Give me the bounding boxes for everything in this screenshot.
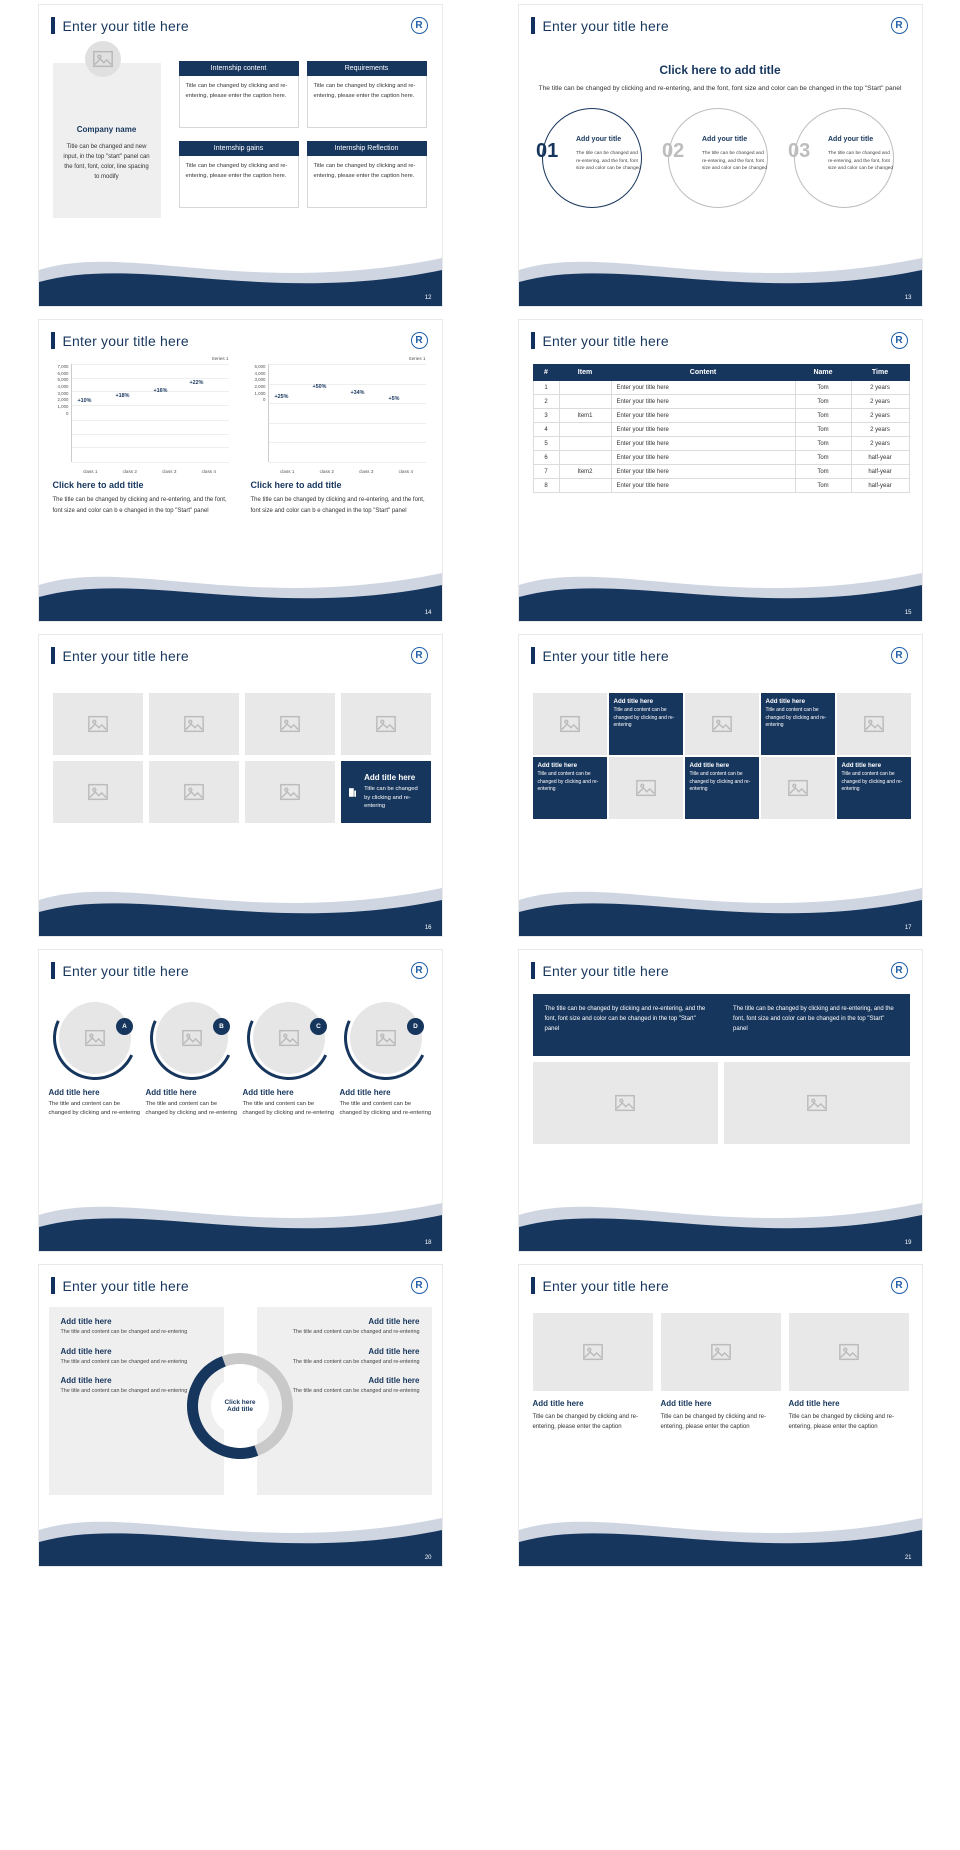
company-panel bbox=[53, 63, 161, 218]
card-body: Title can be changed by clicking and re-entering, please enter the caption here. bbox=[179, 156, 299, 208]
tile-body: Title and content can be changed by clicking and re-entering bbox=[765, 707, 827, 728]
title-accent-bar bbox=[531, 17, 535, 34]
tile-title: Add title here bbox=[613, 698, 654, 705]
cell-name: Tom bbox=[795, 409, 851, 423]
table-header-row bbox=[533, 365, 909, 381]
caption-left bbox=[53, 480, 228, 517]
cell-name: Tom bbox=[795, 479, 851, 493]
tile-body: Title and content can be changed by clicking and re-entering bbox=[841, 771, 903, 792]
card-title: Add title here bbox=[339, 1088, 391, 1097]
image-placeholder[interactable] bbox=[724, 1062, 910, 1144]
tile-body: Title and content can be changed by clicking and re-entering bbox=[689, 771, 751, 792]
title-accent-bar bbox=[51, 962, 55, 979]
cell-content: Enter your title here bbox=[611, 423, 795, 437]
list-item-title: Add title here bbox=[368, 1376, 420, 1386]
card-body: Title can be changed by clicking and re-entering, please enter the caption bbox=[532, 1414, 639, 1431]
chart-data-label: +18% bbox=[115, 393, 130, 399]
title-accent-bar bbox=[51, 647, 55, 664]
cell-content: Enter your title here bbox=[611, 479, 795, 493]
table-row[interactable] bbox=[533, 395, 909, 409]
table-row[interactable] bbox=[533, 451, 909, 465]
card-body: Title can be changed by clicking and re-entering, please enter the caption here. bbox=[307, 156, 427, 208]
media-card[interactable] bbox=[533, 1313, 653, 1432]
brand-logo-icon: R bbox=[891, 962, 908, 979]
cell-name: Tom bbox=[795, 423, 851, 437]
image-placeholder[interactable] bbox=[149, 761, 239, 823]
card-body: The title and content can be changed by clicking and re-entering bbox=[145, 1101, 238, 1117]
slide-title-bar bbox=[51, 1277, 189, 1294]
media-card[interactable] bbox=[789, 1313, 909, 1432]
slide-title-bar bbox=[531, 962, 669, 979]
slide-content bbox=[39, 1301, 442, 1566]
card-body: Title can be changed by clicking and re-entering, please enter the caption bbox=[788, 1414, 895, 1431]
step-item[interactable] bbox=[660, 106, 780, 210]
cycle-center-label: Click here Add title bbox=[211, 1377, 269, 1435]
title-accent-bar bbox=[51, 17, 55, 34]
chart-data-label: +10% bbox=[77, 398, 92, 404]
image-placeholder[interactable] bbox=[837, 693, 911, 755]
cell-no: 6 bbox=[533, 451, 559, 465]
slide-wrapper bbox=[0, 945, 480, 1260]
list-item-title: Add title here bbox=[60, 1317, 112, 1326]
page-number: 12 bbox=[424, 295, 432, 301]
list-item-body: The title and content can be changed and re-entering bbox=[292, 1358, 420, 1365]
card-body: The title and content can be changed by clicking and re-entering bbox=[339, 1101, 432, 1117]
text-tile[interactable] bbox=[533, 757, 607, 819]
list-item-title: Add title here bbox=[60, 1376, 112, 1386]
tile-title: Add title here bbox=[689, 762, 730, 769]
circle-card[interactable] bbox=[340, 996, 433, 1119]
chart-data-label: +50% bbox=[312, 384, 327, 390]
building-icon bbox=[349, 782, 357, 802]
slide-21[interactable] bbox=[518, 1264, 923, 1567]
slide-17[interactable] bbox=[518, 634, 923, 937]
table-row[interactable] bbox=[533, 437, 909, 451]
circle-card-row bbox=[49, 996, 433, 1119]
cell-time: half-year bbox=[851, 465, 909, 479]
chart-legend: Series 1 bbox=[408, 356, 426, 361]
slide-wrapper bbox=[480, 0, 960, 315]
slide-wrapper bbox=[0, 630, 480, 945]
tile-title: Add title here bbox=[765, 698, 806, 705]
text-tile[interactable] bbox=[837, 757, 911, 819]
image-placeholder[interactable] bbox=[253, 1002, 325, 1074]
image-placeholder[interactable] bbox=[533, 1313, 653, 1391]
image-placeholder[interactable] bbox=[661, 1313, 781, 1391]
list-item-body: The title and content can be changed and re-entering bbox=[60, 1388, 188, 1395]
cell-item bbox=[559, 381, 611, 395]
step-item[interactable] bbox=[534, 106, 654, 210]
slide-title-bar bbox=[51, 647, 189, 664]
step-number: 01 bbox=[536, 140, 559, 163]
page-title: Enter your title here bbox=[542, 1277, 669, 1294]
slide-13[interactable] bbox=[518, 4, 923, 307]
table-row[interactable] bbox=[533, 465, 909, 479]
image-placeholder[interactable] bbox=[789, 1313, 909, 1391]
title-accent-bar bbox=[531, 962, 535, 979]
card-title: Add title here bbox=[242, 1088, 294, 1097]
brand-logo-icon: R bbox=[891, 1277, 908, 1294]
brand-logo-icon: R bbox=[891, 332, 908, 349]
column-header-time: Time bbox=[851, 365, 909, 381]
step-item[interactable] bbox=[786, 106, 906, 210]
slide-19[interactable] bbox=[518, 949, 923, 1252]
cell-no: 4 bbox=[533, 423, 559, 437]
chart-data-label: +5% bbox=[388, 396, 400, 402]
tile-body: Title and content can be changed by clicking and re-entering bbox=[613, 707, 675, 728]
card-header: Requirements bbox=[307, 61, 427, 76]
tile-title: Add title here bbox=[841, 762, 882, 769]
text-banner[interactable] bbox=[533, 994, 910, 1056]
step-body: The title can be changed and re-entering, and the font, font size and color can be changed bbox=[702, 151, 768, 172]
cell-item bbox=[559, 395, 611, 409]
table-row[interactable] bbox=[533, 381, 909, 395]
card-title: Add title here bbox=[48, 1088, 100, 1097]
cell-item: Item1 bbox=[559, 409, 611, 423]
image-placeholder-icon[interactable] bbox=[85, 41, 121, 77]
column-header-item: Item bbox=[559, 365, 611, 381]
slide-content bbox=[39, 986, 442, 1251]
bar-chart-left bbox=[47, 356, 233, 476]
step-body: The title can be changed and re-entering, and the font, font size and color can be changed bbox=[828, 151, 894, 172]
cycle-diagram bbox=[187, 1353, 293, 1459]
step-title: Add your title bbox=[702, 136, 748, 144]
circle-graphic bbox=[344, 996, 428, 1080]
info-card[interactable] bbox=[179, 141, 299, 208]
page-title: Enter your title here bbox=[62, 17, 189, 34]
circle-card[interactable] bbox=[243, 996, 336, 1119]
page-title: Enter your title here bbox=[542, 647, 669, 664]
table-row[interactable] bbox=[533, 423, 909, 437]
page-title: Enter your title here bbox=[542, 17, 669, 34]
card-header: Internship Reflection bbox=[307, 141, 427, 156]
brand-logo-icon: R bbox=[411, 962, 428, 979]
circle-card[interactable] bbox=[146, 996, 239, 1119]
slide-16[interactable] bbox=[38, 634, 443, 937]
cell-time: half-year bbox=[851, 451, 909, 465]
tile-body: Title and content can be changed by clicking and re-entering bbox=[537, 771, 599, 792]
image-placeholder[interactable] bbox=[156, 1002, 228, 1074]
slide-title-bar bbox=[531, 332, 669, 349]
card-title: Add title here bbox=[660, 1399, 712, 1408]
page-title: Enter your title here bbox=[62, 332, 189, 349]
text-tile[interactable] bbox=[609, 693, 683, 755]
cell-content: Enter your title here bbox=[611, 409, 795, 423]
image-placeholder[interactable] bbox=[149, 693, 239, 755]
image-grid bbox=[53, 693, 431, 823]
slide-wrapper bbox=[0, 315, 480, 630]
chart-data-label: +34% bbox=[350, 390, 365, 396]
circle-graphic bbox=[247, 996, 331, 1080]
slide-title-bar bbox=[531, 1277, 669, 1294]
slide-content bbox=[519, 41, 922, 306]
list-item-body: The title and content can be changed and re-entering bbox=[60, 1329, 188, 1335]
step-number: 03 bbox=[788, 140, 811, 163]
card-body: The title and content can be changed by clicking and re-entering bbox=[48, 1101, 141, 1117]
chart-legend: Series 1 bbox=[211, 356, 229, 361]
info-card[interactable] bbox=[307, 61, 427, 128]
cell-item bbox=[559, 451, 611, 465]
image-placeholder[interactable] bbox=[341, 693, 431, 755]
card-title: Add title here bbox=[532, 1399, 584, 1408]
title-accent-bar bbox=[51, 332, 55, 349]
slide-content bbox=[519, 986, 922, 1251]
brand-logo-icon: R bbox=[411, 1277, 428, 1294]
chart-data-label: +16% bbox=[153, 388, 168, 394]
page-number: 21 bbox=[904, 1555, 912, 1561]
cell-no: 2 bbox=[533, 395, 559, 409]
image-placeholder[interactable] bbox=[53, 693, 143, 755]
cell-no: 3 bbox=[533, 409, 559, 423]
list-item-body: The title and content can be changed and re-entering bbox=[292, 1388, 420, 1395]
chart-data-label: +25% bbox=[274, 394, 289, 400]
section-heading: Click here to add title bbox=[659, 63, 781, 77]
bar-chart-right bbox=[244, 356, 430, 476]
image-placeholder[interactable] bbox=[761, 757, 835, 819]
slide-wrapper bbox=[480, 315, 960, 630]
chart-plot-area bbox=[71, 364, 229, 462]
image-placeholder[interactable] bbox=[533, 1062, 719, 1144]
slide-content bbox=[39, 41, 442, 306]
slide-wrapper bbox=[480, 945, 960, 1260]
slide-content bbox=[39, 671, 442, 936]
chart-y-ticks: 7,000 6,000 5,000 4,000 3,000 2,000 1,000 0 bbox=[57, 364, 69, 416]
page-title: Enter your title here bbox=[542, 332, 669, 349]
caption-heading: Click here to add title bbox=[250, 480, 342, 490]
cell-time: 2 years bbox=[851, 381, 909, 395]
card-row bbox=[533, 1313, 909, 1432]
data-table[interactable] bbox=[533, 364, 910, 493]
page-number: 16 bbox=[424, 925, 432, 931]
slide-wrapper bbox=[480, 630, 960, 945]
slide-content bbox=[519, 1301, 922, 1566]
cell-no: 7 bbox=[533, 465, 559, 479]
cell-time: half-year bbox=[851, 479, 909, 493]
cell-item: Item2 bbox=[559, 465, 611, 479]
cell-time: 2 years bbox=[851, 409, 909, 423]
card-header: Internship content bbox=[179, 61, 299, 76]
step-row bbox=[519, 106, 922, 210]
cell-name: Tom bbox=[795, 381, 851, 395]
title-accent-bar bbox=[51, 1277, 55, 1294]
cell-name: Tom bbox=[795, 437, 851, 451]
cell-content: Enter your title here bbox=[611, 437, 795, 451]
chart-data-label: +22% bbox=[189, 380, 204, 386]
caption-right bbox=[251, 480, 426, 517]
caption-heading: Click here to add title bbox=[52, 480, 144, 490]
column-header-content: Content bbox=[611, 365, 795, 381]
image-placeholder[interactable] bbox=[685, 693, 759, 755]
banner-right-text: The title can be changed by clicking and re-entering, and the font, font size and color can be changed in the top "Start" panel bbox=[733, 1006, 894, 1033]
title-accent-bar bbox=[531, 1277, 535, 1294]
card-body: Title can be changed by clicking and re-entering, please enter the caption here. bbox=[307, 76, 427, 128]
step-title: Add your title bbox=[828, 136, 874, 144]
image-placeholder[interactable] bbox=[245, 761, 335, 823]
circle-card[interactable] bbox=[49, 996, 142, 1119]
cell-content: Enter your title here bbox=[611, 395, 795, 409]
slide-title-bar bbox=[531, 647, 669, 664]
cell-content: Enter your title here bbox=[611, 381, 795, 395]
cell-no: 1 bbox=[533, 381, 559, 395]
cell-no: 8 bbox=[533, 479, 559, 493]
table-row[interactable] bbox=[533, 479, 909, 493]
slide-content bbox=[519, 671, 922, 936]
banner-left-text: The title can be changed by clicking and re-entering, and the font, font size and color can be changed in the top "Start" panel bbox=[544, 1006, 706, 1033]
slide-wrapper bbox=[480, 1260, 960, 1575]
card-title: Add title here bbox=[145, 1088, 197, 1097]
highlight-title: Add title here bbox=[364, 772, 416, 782]
card-body: Title can be changed by clicking and re-entering, please enter the caption here. bbox=[179, 76, 299, 128]
circle-badge: D bbox=[407, 1018, 424, 1035]
media-card[interactable] bbox=[661, 1313, 781, 1432]
highlight-card[interactable] bbox=[341, 761, 431, 823]
chart-plot-area bbox=[268, 364, 426, 462]
page-number: 19 bbox=[904, 1240, 912, 1246]
cell-time: 2 years bbox=[851, 423, 909, 437]
list-item-title: Add title here bbox=[60, 1346, 112, 1356]
slide-14[interactable] bbox=[38, 319, 443, 622]
image-placeholder[interactable] bbox=[533, 693, 607, 755]
slide-content bbox=[39, 356, 442, 621]
highlight-body: Title can be changed by clicking and re-entering bbox=[364, 785, 418, 810]
cell-name: Tom bbox=[795, 465, 851, 479]
cell-content: Enter your title here bbox=[611, 465, 795, 479]
caption-body: The title can be changed by clicking and re-entering, and the font, font size and color can b e changed in the top "Start" panel bbox=[250, 497, 425, 514]
company-description: Title can be changed and new input, in the top "start" panel can the font, font, color, line spacing to modify bbox=[63, 144, 150, 180]
column-header-name: Name bbox=[795, 365, 851, 381]
image-row bbox=[533, 1062, 910, 1144]
slide-title-bar bbox=[51, 17, 189, 34]
list-item-title: Add title here bbox=[368, 1317, 420, 1326]
title-accent-bar bbox=[531, 647, 535, 664]
image-placeholder[interactable] bbox=[609, 757, 683, 819]
image-placeholder[interactable] bbox=[350, 1002, 422, 1074]
chart-x-ticks: class 1 class 2 class 3 class 4 bbox=[280, 469, 413, 474]
brand-logo-icon: R bbox=[891, 17, 908, 34]
slide-15[interactable] bbox=[518, 319, 923, 622]
list-item-title: Add title here bbox=[368, 1346, 420, 1356]
table-row[interactable] bbox=[533, 409, 909, 423]
slide-title-bar bbox=[531, 17, 669, 34]
info-card[interactable] bbox=[307, 141, 427, 208]
title-accent-bar bbox=[531, 332, 535, 349]
slide-title-bar bbox=[51, 332, 189, 349]
card-body: Title can be changed by clicking and re-entering, please enter the caption bbox=[660, 1414, 767, 1431]
cell-name: Tom bbox=[795, 451, 851, 465]
tile-title: Add title here bbox=[537, 762, 578, 769]
column-header-no: # bbox=[533, 365, 559, 381]
step-title: Add your title bbox=[576, 136, 622, 144]
step-number: 02 bbox=[662, 140, 685, 163]
card-body: The title and content can be changed by clicking and re-entering bbox=[242, 1101, 335, 1117]
page-title: Enter your title here bbox=[62, 1277, 189, 1294]
cell-time: 2 years bbox=[851, 395, 909, 409]
cell-no: 5 bbox=[533, 437, 559, 451]
cell-item bbox=[559, 437, 611, 451]
page-number: 17 bbox=[904, 925, 912, 931]
cell-item bbox=[559, 423, 611, 437]
page-title: Enter your title here bbox=[62, 647, 189, 664]
image-placeholder[interactable] bbox=[59, 1002, 131, 1074]
slide-18[interactable] bbox=[38, 949, 443, 1252]
caption-body: The title can be changed by clicking and re-entering, and the font, font size and color can b e changed in the top "Start" panel bbox=[52, 497, 227, 514]
brand-logo-icon: R bbox=[411, 647, 428, 664]
page-number: 18 bbox=[424, 1240, 432, 1246]
section-subheading: The title can be changed by clicking and re-entering, and the font, font size and color can be changed in the top "Start" panel bbox=[538, 85, 902, 92]
cell-time: 2 years bbox=[851, 437, 909, 451]
circle-badge: A bbox=[116, 1018, 133, 1035]
cell-name: Tom bbox=[795, 395, 851, 409]
slide-20[interactable] bbox=[38, 1264, 443, 1567]
chart-y-ticks: 5,000 4,000 3,000 2,000 1,000 0 bbox=[254, 364, 266, 403]
circle-badge: B bbox=[213, 1018, 230, 1035]
circle-graphic bbox=[53, 996, 137, 1080]
page-number: 14 bbox=[424, 610, 432, 616]
text-tile[interactable] bbox=[685, 757, 759, 819]
brand-logo-icon: R bbox=[411, 332, 428, 349]
list-item-body: The title and content can be changed and re-entering bbox=[60, 1358, 188, 1365]
chart-x-ticks: class 1 class 2 class 3 class 4 bbox=[83, 469, 216, 474]
mosaic-grid bbox=[533, 693, 911, 819]
circle-badge: C bbox=[310, 1018, 327, 1035]
page-number: 13 bbox=[904, 295, 912, 301]
card-title: Add title here bbox=[788, 1399, 840, 1408]
info-card[interactable] bbox=[179, 61, 299, 128]
slide-wrapper bbox=[0, 0, 480, 315]
text-tile[interactable] bbox=[761, 693, 835, 755]
cell-item bbox=[559, 479, 611, 493]
page-title: Enter your title here bbox=[542, 962, 669, 979]
page-title: Enter your title here bbox=[62, 962, 189, 979]
page-number: 15 bbox=[904, 610, 912, 616]
slide-content bbox=[519, 356, 922, 621]
company-name: Company name bbox=[76, 125, 137, 134]
image-placeholder[interactable] bbox=[53, 761, 143, 823]
card-header: Internship gains bbox=[179, 141, 299, 156]
image-placeholder[interactable] bbox=[245, 693, 335, 755]
list-item-body: The title and content can be changed and re-entering bbox=[292, 1329, 420, 1335]
brand-logo-icon: R bbox=[891, 647, 908, 664]
step-body: The title can be changed and re-entering, and the font, font size and color can be changed bbox=[576, 151, 642, 172]
brand-logo-icon: R bbox=[411, 17, 428, 34]
slide-12[interactable] bbox=[38, 4, 443, 307]
slide-title-bar bbox=[51, 962, 189, 979]
page-number: 20 bbox=[424, 1555, 432, 1561]
cell-content: Enter your title here bbox=[611, 451, 795, 465]
circle-graphic bbox=[150, 996, 234, 1080]
slide-wrapper bbox=[0, 1260, 480, 1575]
